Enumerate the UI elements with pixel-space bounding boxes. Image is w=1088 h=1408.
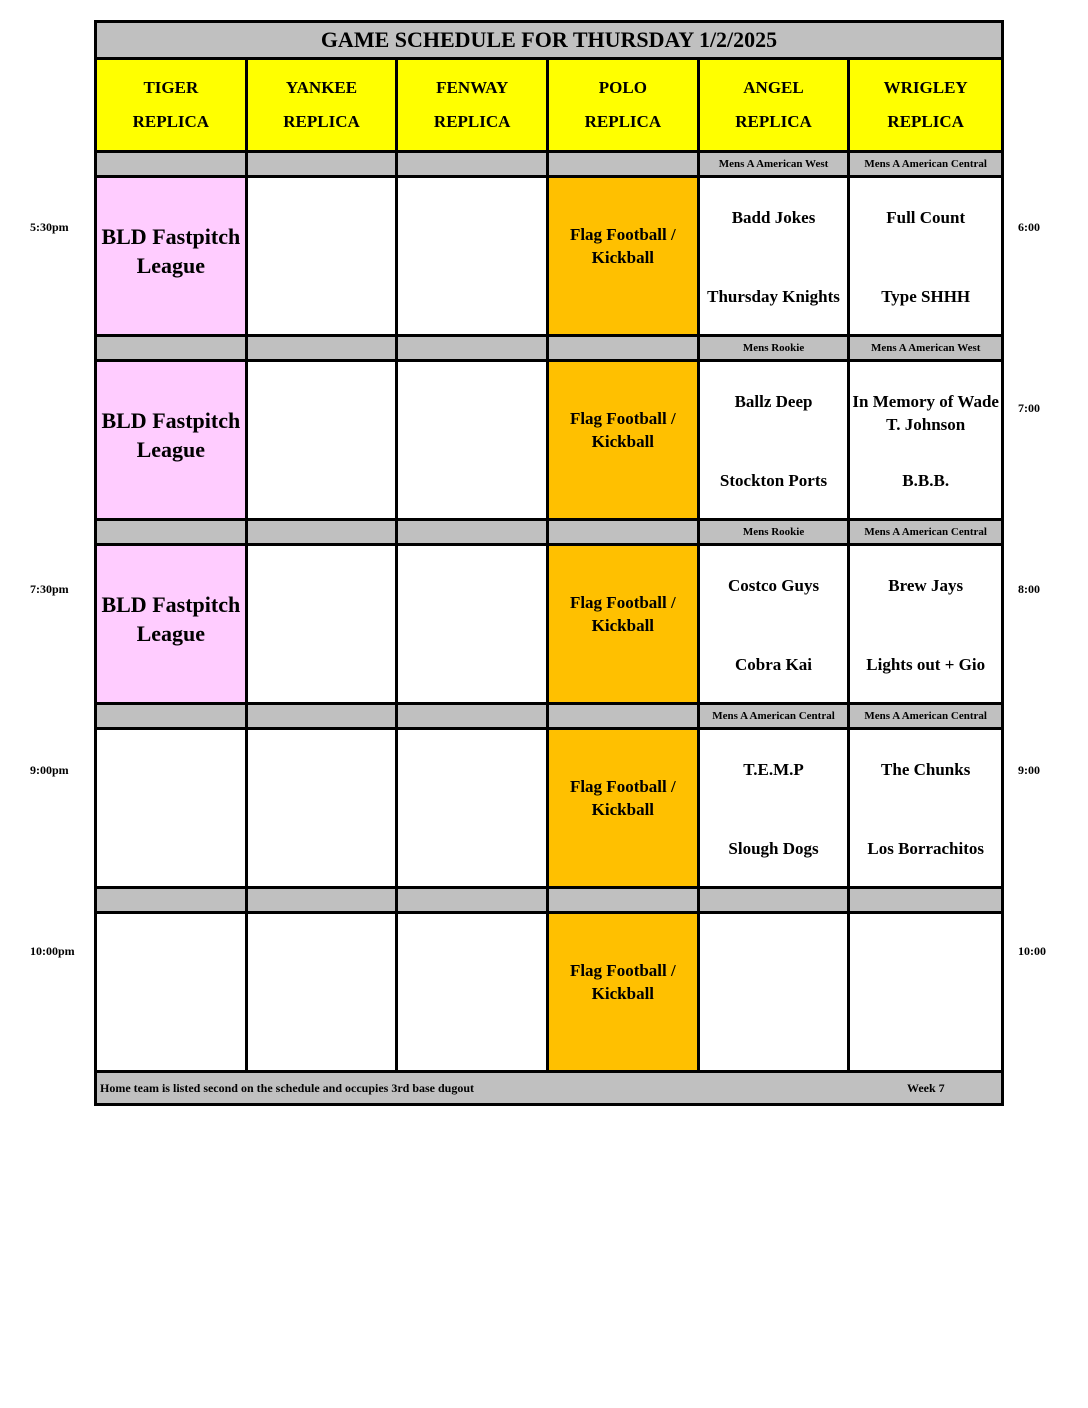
wrigley-slot: [850, 362, 1001, 518]
wrigley-slot: [850, 914, 1001, 1070]
division-label-tiger: [97, 337, 248, 359]
tiger-slot: BLD Fastpitch League: [97, 362, 248, 518]
polo-slot: Flag Football / Kickball: [549, 546, 700, 702]
division-label-angel: Mens A American West: [700, 153, 851, 175]
fenway-slot: [398, 178, 549, 334]
footer: [97, 1073, 1001, 1103]
tiger-slot: BLD Fastpitch League: [97, 546, 248, 702]
division-row: [97, 337, 1001, 362]
fenway-slot: [398, 730, 549, 886]
week-label: Week 7: [907, 1081, 945, 1095]
field-sub: REPLICA: [283, 112, 360, 131]
yankee-slot: [248, 178, 399, 334]
footer-note: Home team is listed second on the schedule and occupies 3rd base dugout: [100, 1081, 475, 1095]
home-team: Los Borrachitos: [867, 839, 984, 858]
polo-slot: Flag Football / Kickball: [549, 914, 700, 1070]
division-row: [97, 705, 1001, 730]
slot-row: [97, 362, 1001, 521]
angel-slot: [700, 730, 851, 886]
division-label-polo: [549, 153, 700, 175]
wrigley-slot: [850, 546, 1001, 702]
division-label-tiger: [97, 705, 248, 727]
away-team: T.E.M.P: [743, 760, 804, 779]
division-row: [97, 521, 1001, 546]
alt-time-label: 8:00: [1018, 582, 1040, 596]
polo-slot: Flag Football / Kickball: [549, 730, 700, 886]
field-sub: REPLICA: [735, 112, 812, 131]
away-team: Ballz Deep: [734, 392, 813, 411]
division-label-angel: [700, 889, 851, 911]
yankee-slot: [248, 914, 399, 1070]
field-sub: REPLICA: [433, 112, 511, 131]
field-header-polo: [549, 60, 700, 150]
away-team: Costco Guys: [727, 576, 820, 595]
away-team: Full Count: [886, 208, 966, 227]
schedule-table: [94, 20, 1004, 1106]
alt-time-label: 10:00: [1018, 944, 1046, 958]
angel-slot: [700, 914, 851, 1070]
schedule-title: GAME SCHEDULE FOR THURSDAY 1/2/2025: [97, 23, 1001, 60]
division-row: [97, 889, 1001, 914]
polo-slot: Flag Football / Kickball: [549, 362, 700, 518]
field-header-yankee: [248, 60, 399, 150]
division-label-wrigley: Mens A American Central: [864, 158, 987, 170]
division-label-angel: Mens Rookie: [700, 521, 851, 543]
home-team: B.B.B.: [902, 471, 950, 490]
yankee-slot: [248, 362, 399, 518]
division-label-angel: Mens A American Central: [700, 705, 851, 727]
yankee-slot: [248, 546, 399, 702]
division-label-polo: [549, 705, 700, 727]
division-label-fenway: [398, 705, 549, 727]
angel-slot: [700, 178, 851, 334]
division-label-yankee: [248, 153, 399, 175]
division-label-fenway: [398, 337, 549, 359]
division-label-polo: [549, 521, 700, 543]
angel-slot: [700, 362, 851, 518]
division-label-wrigley: Mens A American Central: [864, 710, 987, 722]
division-label-tiger: [97, 521, 248, 543]
division-label-tiger: [97, 889, 248, 911]
field-name: YANKEE: [285, 78, 358, 97]
alt-time-label: 7:00: [1018, 401, 1040, 415]
division-label-tiger: [97, 153, 248, 175]
field-header-angel: [700, 60, 851, 150]
field-sub: REPLICA: [584, 112, 662, 131]
home-team: Thursday Knights: [707, 287, 840, 306]
division-label-polo: [549, 337, 700, 359]
field-name: FENWAY: [436, 78, 509, 97]
start-time-label: 5:30pm: [30, 220, 69, 234]
division-label-yankee: [248, 337, 399, 359]
alt-time-label: 9:00: [1018, 763, 1040, 777]
slot-row: [97, 914, 1001, 1073]
field-name: WRIGLEY: [883, 78, 968, 97]
division-label-wrigley: Mens A American Central: [864, 526, 987, 538]
tiger-slot: BLD Fastpitch League: [97, 178, 248, 334]
division-label-wrigley: [850, 889, 1001, 911]
slot-row: [97, 546, 1001, 705]
start-time-label: 9:00pm: [30, 763, 69, 777]
field-header-row: [97, 60, 1001, 153]
fenway-slot: [398, 546, 549, 702]
field-name: POLO: [598, 78, 647, 97]
away-team: Badd Jokes: [731, 208, 816, 227]
slot-row: [97, 178, 1001, 337]
tiger-slot: [97, 914, 248, 1070]
division-label-yankee: [248, 889, 399, 911]
home-team: Slough Dogs: [728, 839, 819, 858]
home-team: Type SHHH: [881, 287, 971, 306]
division-label-wrigley: Mens A American West: [870, 342, 981, 354]
division-label-polo: [549, 889, 700, 911]
alt-time-label: 6:00: [1018, 220, 1040, 234]
away-team: The Chunks: [881, 760, 971, 779]
field-header-fenway: [398, 60, 549, 150]
home-team: Stockton Ports: [719, 471, 828, 490]
home-team: Cobra Kai: [735, 655, 813, 674]
field-header-wrigley: [850, 60, 1001, 150]
division-label-yankee: [248, 521, 399, 543]
field-name: ANGEL: [743, 78, 804, 97]
wrigley-slot: [850, 730, 1001, 886]
field-name: TIGER: [143, 78, 199, 97]
time-slots: [97, 153, 1001, 1073]
slot-row: [97, 730, 1001, 889]
start-time-label: 10:00pm: [30, 944, 75, 958]
start-time-label: 7:30pm: [30, 582, 69, 596]
division-row: [97, 153, 1001, 178]
division-label-fenway: [398, 521, 549, 543]
yankee-slot: [248, 730, 399, 886]
division-label-yankee: [248, 705, 399, 727]
division-label-angel: Mens Rookie: [700, 337, 851, 359]
division-label-fenway: [398, 889, 549, 911]
field-sub: REPLICA: [887, 112, 964, 131]
fenway-slot: [398, 914, 549, 1070]
away-team: In Memory of Wade T. Johnson: [852, 392, 999, 434]
home-team: Lights out + Gio: [866, 655, 986, 674]
angel-slot: [700, 546, 851, 702]
away-team: Brew Jays: [888, 576, 964, 595]
fenway-slot: [398, 362, 549, 518]
field-header-tiger: [97, 60, 248, 150]
wrigley-slot: [850, 178, 1001, 334]
field-sub: REPLICA: [132, 112, 210, 131]
tiger-slot: [97, 730, 248, 886]
division-label-fenway: [398, 153, 549, 175]
polo-slot: Flag Football / Kickball: [549, 178, 700, 334]
